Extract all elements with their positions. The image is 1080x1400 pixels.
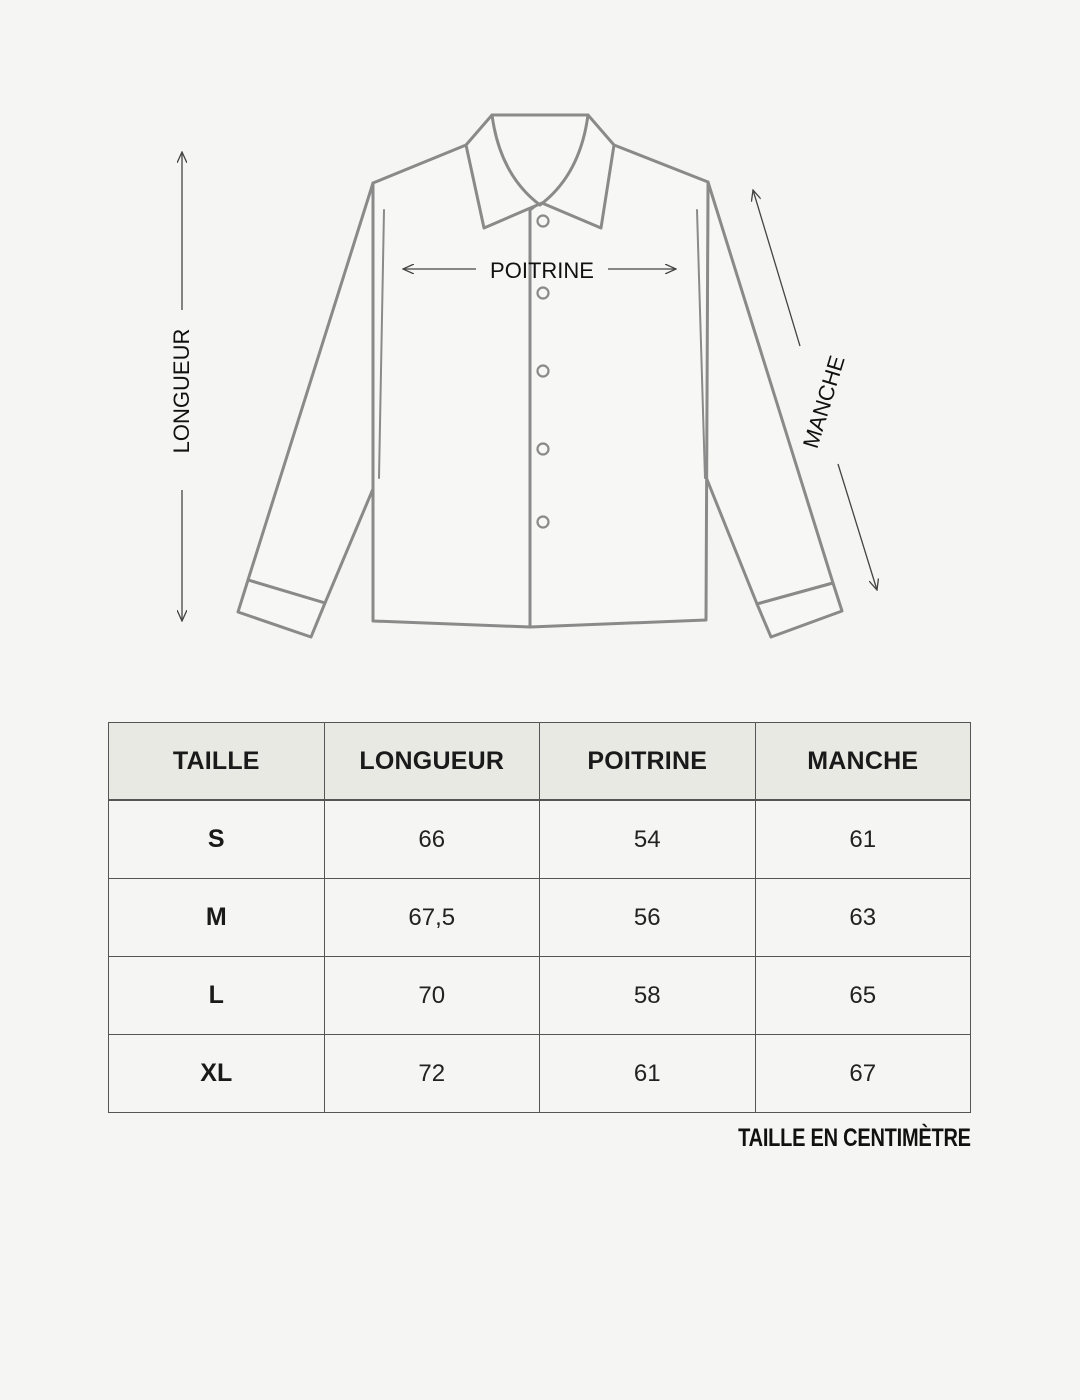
sleeve-arrow-up: [753, 190, 800, 346]
chest-cell: 58: [540, 957, 756, 1035]
sleeve-cell: 65: [755, 957, 971, 1035]
length-cell: 67,5: [324, 879, 540, 957]
length-cell: 72: [324, 1035, 540, 1113]
unit-footnote: TAILLE EN CENTIMÈTRE: [738, 1124, 971, 1152]
sleeve-label: MANCHE: [797, 352, 850, 452]
table-row: [109, 1035, 971, 1113]
header-size: TAILLE: [109, 723, 325, 801]
sleeve-cell: 63: [755, 879, 971, 957]
button-2: [538, 288, 549, 299]
length-cell: 70: [324, 957, 540, 1035]
left-sleeve: [248, 183, 378, 603]
button-1: [538, 216, 549, 227]
header-sleeve: MANCHE: [755, 723, 971, 801]
chest-cell: 56: [540, 879, 756, 957]
sleeve-cell: 67: [755, 1035, 971, 1113]
sleeve-arrow-down: [838, 464, 877, 590]
header-length: LONGUEUR: [324, 723, 540, 801]
length-cell: 66: [324, 800, 540, 879]
size-cell: XL: [109, 1035, 325, 1113]
size-cell: S: [109, 800, 325, 879]
button-3: [538, 366, 549, 377]
size-cell: M: [109, 879, 325, 957]
size-cell: L: [109, 957, 325, 1035]
button-4: [538, 444, 549, 455]
table-header-row: [109, 723, 971, 801]
button-5: [538, 517, 549, 528]
header-chest: POITRINE: [540, 723, 756, 801]
length-label: LONGUEUR: [169, 328, 194, 454]
table-row: [109, 800, 971, 879]
size-chart-table: [108, 722, 971, 1113]
chest-label: POITRINE: [490, 258, 594, 283]
chest-cell: 54: [540, 800, 756, 879]
table-row: [109, 879, 971, 957]
sleeve-cell: 61: [755, 800, 971, 879]
table-row: [109, 957, 971, 1035]
chest-cell: 61: [540, 1035, 756, 1113]
